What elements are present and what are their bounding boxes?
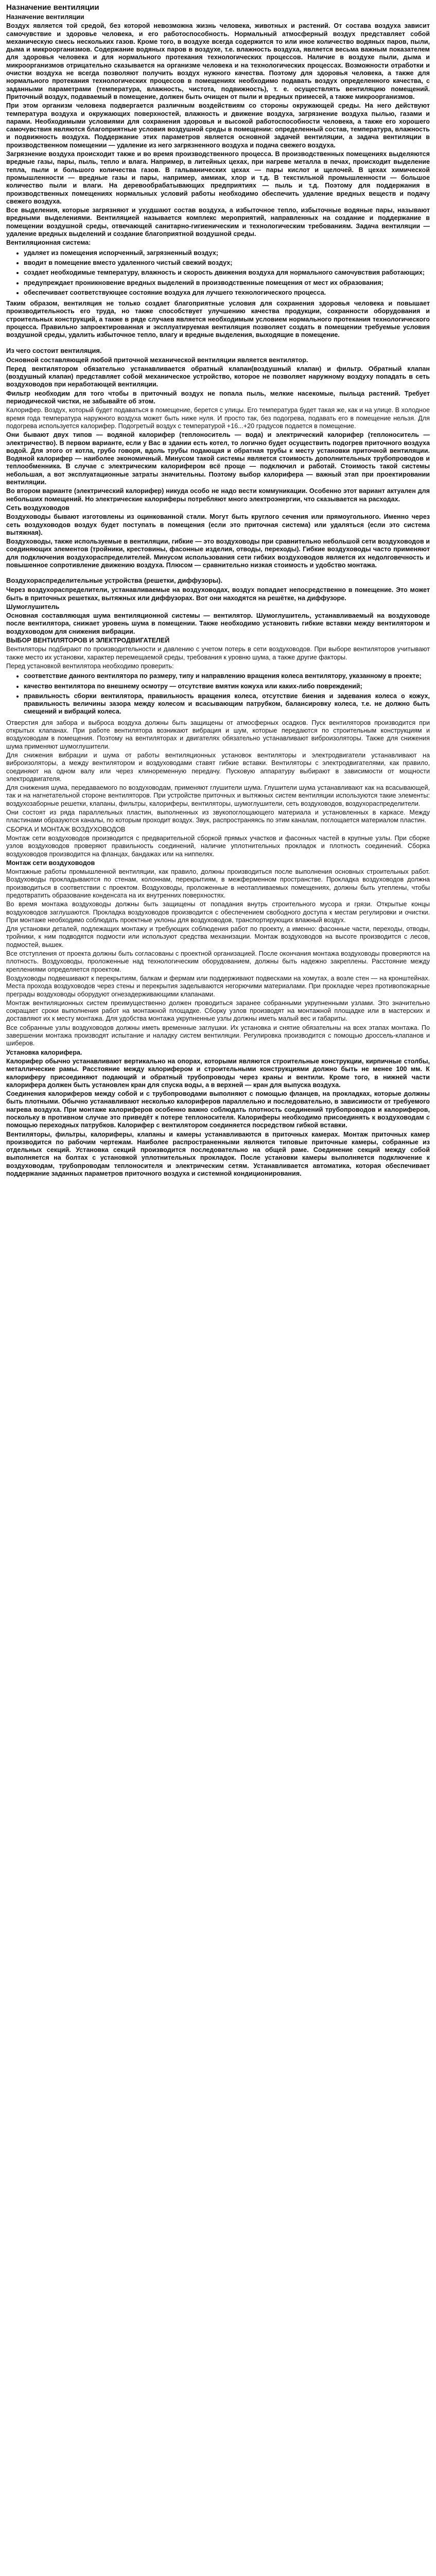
paragraph: Воздуховоды, также используемые в вентиляции, гибкие — это воздуховоды при сравнительно небольшой сети воздуховодов и соединяющих элементов (тройники, крестовины, фасонные изделия, отводы, переходы). Гибкие воздуховоды часто применяют для подключения воздухораспределителей. Минусом использования сети гибких воздуховодов является их недолговечность и повышенное сопротивление движению воздуха. Плюсом — сравнительно низкая стоимость и удобство монтажа. (6, 538, 430, 569)
paragraph: Вентиляционная система: (6, 239, 91, 247)
paragraph: Перед установкой вентилятора необходимо проверить: (6, 662, 174, 670)
paragraph: Вентиляторы подбирают по производительности и давлению с учетом потерь в сети воздуховодов. При выборе вентиляторов учитывают также место их установки, характер перемещаемой среды, требования к уровню шума, а также другие факторы. (6, 646, 430, 661)
paragraph: Шумоглушитель (6, 603, 60, 611)
paragraph: Основная составляющая шума вентиляционной системы — вентилятор. Шумоглушитель, устанавливаемый на воздуховоде после вентилятора, снижает уровень шума в помещении. Также необходимо установить гибкие вставки между вентилятором и воздуховодом для снижения вибрации. (6, 612, 430, 635)
paragraph: Калорифер. Воздух, который будет подаваться в помещение, берется с улицы. Его температура будет такая же, как и на улице. В холодное время года температура наружного воздуха может быть ниже нуля. И просто так, без подогрева, подавать его в помещение нельзя. Для подогрева используется калорифер. Подогретый воздух с температурой +16...+20 градусов подается в помещение. (6, 406, 430, 430)
bullet-list (6, 249, 430, 297)
paragraph: Калорифер обычно устанавливают вертикально на опорах, которыми являются строительные конструкции, кирпичные столбы, металлические рамы. Расстояние между калорифером и строительными конструкциями должно быть не менее 100 мм. К калориферу присоединяют подающий и обратный трубопроводы через краны и вентили. Кроме того, в нижней части калорифера должен быть установлен кран для спуска воды, а в верхней — кран для выпуска воздуха. (6, 1057, 430, 1089)
list-item: • создает необходимые температуру, влажность и скорость движения воздуха для нормального самочувствия работающих; (24, 269, 430, 277)
paragraph: Монтаж сети воздуховодов (6, 859, 95, 867)
paragraph: При этом организм человека подвергается различным воздействиям со стороны окружающей среды. На него действуют температура воздуха и окружающих поверхностей, влажность и движение воздуха, загрязнение воздуха пылью, газами и парами. Необходимыми условиями для сохранения здоровья и высокой работоспособности человека, а также его хорошего самочувствия являются благоприятные условия воздушной среды в помещении: определенный состав, температура, влажность и подвижность воздуха. Поддержание этих параметров является основной задачей вентиляции, а задача вентиляции в производственном помещении — удаление из него загрязненного воздуха и подача свежего воздуха. (6, 102, 430, 149)
paragraph: Все выделения, которые загрязняют и ухудшают состав воздуха, а избыточное тепло, избыточные водяные пары, называют вредными выделениями. Вентиляцией называется комплекс мероприятий, направленных на создание и поддержание в помещении воздушной среды, отвечающей санитарно-гигиеническим и технологическим требованиям. Задача вентиляции — удаление вредных выделений и создание благоприятной воздушной среды. (6, 207, 430, 238)
paragraph: Монтажные работы промышленной вентиляции, как правило, должны производиться после выполнения основных строительных работ. Воздуховоды прокладываются по стенам, колоннам, перекрытиям, в межферменном пространстве. Прокладка воздуховодов должна производиться в соответствии с проектом. Воздуховоды, проложенные в неотапливаемых помещениях, должны быть утеплены, чтобы предотвратить образование конденсата на их внутренних поверхностях. (6, 868, 430, 899)
paragraph: Перед вентилятором обязательно устанавливается обратный клапан(воздушный клапан) и фильтр. Обратный клапан (воздушный клапан) представляет собой механическое устройство, которое не позволяет наружному воздуху попадать в сеть воздуховодов при неработающей вентиляции. (6, 365, 430, 388)
article-section (6, 347, 430, 570)
paragraph: Для снижения шума, передаваемого по воздуховодам, применяют глушители шума. Глушители шума устанавливают как на всасывающей, так и на нагнетательной стороне вентиляторов. При устройстве приточных и вытяжных систем вентиляции используются такие элементы: воздухозаборные решетки, клапаны, фильтры, калориферы, вентиляторы, шумоглушители, сеть воздуховодов, воздухораспределители. (6, 784, 430, 807)
paragraph: Монтаж сети воздуховодов производится с предварительной сборкой прямых участков и фасонных частей в крупные узлы. При сборке узлов воздуховодов проверяют правильность соединений, наличие уплотнительных прокладок и плотность соединений. Сборка воздуховодов производится на фланцах, бандажах или на ниппелях. (6, 834, 430, 858)
paragraph: Назначение вентиляции (6, 13, 84, 21)
list-item: • соответствие данного вентилятора по размеру, типу и направлению вращения колеса вентилятору, указанному в проекте; (24, 672, 430, 680)
paragraph: Воздуховоды бывают изготовлены из оцинкованной стали. Могут быть круглого сечения или прямоугольного. Именно через сеть воздуховодов воздух будет поступать в помещения (если это приточная система) или удаляться (если это система вытяжная). (6, 513, 430, 536)
paragraph: Установка калорифера. (6, 1048, 82, 1056)
paragraph: Фильтр необходим для того чтобы в приточный воздух не попала пыль, мелкие насекомые, пыльца растений. Требует периодической чистки, не забывайте об этом. (6, 389, 430, 405)
paragraph: Соединения калориферов между собой и с трубопроводами выполняют с помощью фланцев, на прокладках, которые должны быть плотными. Обычно устанавливают несколько калориферов параллельно и последовательно, в зависимости от требуемого нагрева воздуха. При монтаже калориферов особенно важно соблюдать плотность соединений трубопроводов и калориферов, поскольку в противном случае это приведёт к потере теплоносителя. Калориферы необходимо присоединять к воздуховодам с помощью переходных патрубков. Калорифер с вентилятором соединяется посредством гибкой вставки. (6, 1090, 430, 1129)
paragraph: Все отступления от проекта должны быть согласованы с проектной организацией. После окончания монтажа воздуховоды проверяются на плотность. Воздуховоды, проложенные над технологическим оборудованием, должны быть надежно закреплены. Расстояние между креплениями определяется проектом. (6, 950, 430, 973)
paragraph: Основной составляющей любой приточной механической вентиляции является вентилятор. (6, 356, 308, 364)
paragraph: Через воздухораспределители, устанавливаемые на воздуховодах, воздух попадает непосредственно в помещение. Это может быть в приточных решетках, вытяжных или диффузорах. Вот они находятся на решётке, на диффузоре. (6, 586, 430, 602)
paragraph: Воздух является той средой, без которой невозможна жизнь человека, животных и растений. От состава воздуха зависит самочувствие и здоровье человека, и его работоспособность. Нормальный атмосферный воздух представляет собой механическую смесь нескольких газов. Кроме того, в воздухе всегда содержится то или иное количество водяных паров, пыли, дыма и микроорганизмов. Содержание водяных паров в воздухе, т.е. влажность воздуха, является весьма важным показателем для здоровья человека и для нормального протекания технологических процессов. Наличие в воздухе пыли, дыма и микроорганизмов отрицательно сказывается на организме человека и на технологических процессах. Возможности отработки и очистки воздуха не всегда позволяют получить воздух нужного качества. Поэтому для здоровья человека, а также для нормального протекания технологических процессов в помещениях необходимо подавать воздух определенного качества, с заданными параметрами (температура, влажность, чистота, подвижность), т. е. осуществлять вентиляцию помещений. Приточный воздух, подаваемый в помещение, должен быть очищен от пыли и вредных примесей, а также микроорганизмов. (6, 22, 430, 100)
list-item: • обеспечивает соответствующее состояние воздуха для лучшего технологического процесса. (24, 289, 430, 297)
article-content (6, 13, 430, 1178)
article-section (6, 577, 430, 1178)
section-heading: Воздухораспределительные устройства (решетки, диффузоры). (6, 577, 223, 585)
article-page (0, 0, 436, 1190)
list-item: • удаляет из помещения испорченный, загрязненный воздух; (24, 249, 430, 257)
paragraph: Для установки деталей, подлежащих монтажу и требующих соблюдения работ по проекту, а именно: фасонные части, переходы, отводы, тройники, к ним подводятся подмости или используют средства механизации. Монтаж воздуховодов на высоте производится с лесов, подмостей, вышек. (6, 925, 430, 948)
paragraph: Они бывают двух типов — водяной калорифер (теплоноситель — вода) и электрический калорифер (теплоноситель — электричество). В первом варианте, если у Вас в здании есть котел, то логично будет осуществить подогрев приточного воздуха водой. Для этого от котла, грубо говоря, вдоль трубы подающая и обратная трубы к месту установки приточной вентиляции. Водяной калорифер — наиболее экономичный. Минусом такой системы является стоимость дополнительных трубопроводов и теплообменника. В случае с электрическим калорифером всё проще — подключил и работай. Стоимость такой системы небольшая, а вот эксплуатационные затраты значительны. Поэтому выбор калорифера — важный этап при проектировании вентиляции. (6, 431, 430, 486)
article-section (6, 13, 430, 340)
list-item: • качество вентилятора по внешнему осмотру — отсутствие вмятин кожуха или каких-либо повреждений; (24, 683, 430, 690)
paragraph: Сеть воздуховодов (6, 504, 69, 512)
page-title: Назначение вентиляции (6, 3, 99, 12)
list-item: • правильность сборки вентилятора, правильность вращения колеса, отсутствие биения и задевания колеса о кожух, правильность величины зазора между колесом и всасывающим патрубком, балансировку колеса, т.е. не должно быть смещений и вибраций колеса. (24, 692, 430, 716)
paragraph: Все собранные узлы воздуховодов должны иметь временные заглушки. Их установка и снятие обязательны на всех этапах монтажа. По завершении монтажа производят испытание и наладку систем вентиляции. Регулировка производится с помощью дроссель-клапанов и шиберов. (6, 1024, 430, 1047)
paragraph: Загрязнение воздуха происходит также и во время производственного процесса. В производственных помещениях выделяются вредные газы, пары, пыль, тепло и влага. Например, в литейных цехах, при нагреве металла в печах, происходит выделение тепла, пыли и большого количества газов. В гальванических цехах — пары кислот и щелочей. В цехах химической промышленности — вредные газы и пары, например, аммиак, хлор и т.д. В текстильной промышленности — большое количество пыли и влаги. На деревообрабатывающих предприятиях — пыль и т.д. Поэтому для поддержания в производственных помещениях нормальных условий работы необходимо обеспечить удаление вредных веществ и подачу свежего воздуха. (6, 150, 430, 205)
paragraph: Воздуховоды подвешивают к перекрытиям, балкам и фермам или поддерживают подвесками на хомутах, а возле стен — на кронштейнах. Места прохода воздуховодов через стены и перекрытия заделываются негорючими материалами. При прокладке через противопожарные преграды воздуховоды оборудуют огнезадерживающими клапанами. (6, 974, 430, 998)
paragraph: Монтаж вентиляционных систем преимущественно должен проводиться заранее собранными укрупненными узлами. Это значительно сокращает сроки выполнения работ на монтажной площадке. Сборку узлов производят на монтажной площадке или в мастерских и доставляют их к месту монтажа. Для удобства монтажа укрупненные узлы должны иметь малый вес и габариты. (6, 999, 430, 1023)
paragraph: Отверстия для забора и выброса воздуха должны быть защищены от атмосферных осадков. Пуск вентиляторов производится при открытых клапанах. При работе вентилятора возникают вибрация и шум, которые передаются по строительным конструкциям и воздуховодам в помещения. Поэтому на вентиляторах и двигателях обязательно устанавливают виброизоляторы. Также для снижения шума применяют шумоглушители. (6, 719, 430, 750)
paragraph: Вентиляторы, фильтры, калориферы, клапаны и камеры устанавливаются в приточных камерах. Монтаж приточных камер производится по рабочим чертежам. Наиболее распространенными являются типовые приточные камеры, собранные из отдельных секций. Установка секций производится последовательно на общей раме. Соединение секций между собой выполняется на болтах с установкой уплотнительных прокладок. После установки камеры выполняется подключение к воздуховодам, трубопроводам теплоносителя и электрическим сетям. Устанавливается автоматика, которая обеспечивает поддержание заданных параметров приточного воздуха и системной кондиционирования. (6, 1130, 430, 1178)
paragraph: Для снижения вибрации и шума от работы вентиляционных установок вентиляторы и электродвигатели устанавливают на виброизоляторы, а между вентилятором и воздуховодами ставят гибкие вставки. Вентиляторы с электродвигателями, как правило, соединяют на одном валу или через клиноременную передачу. Пусковую аппаратуру выбирают в зависимости от мощности электродвигателя. (6, 751, 430, 783)
paragraph: ВЫБОР ВЕНТИЛЯТОРОВ И ЭЛЕКТРОДВИГАТЕЛЕЙ (6, 637, 170, 645)
paragraph: Во втором варианте (электрический калорифер) никуда особо не надо вести коммуникации. Особенно этот вариант актуален для небольших помещений. Но электрические калориферы потребляют много электроэнергии, что сказывается на расходах. (6, 487, 430, 503)
paragraph: Они состоят из ряда параллельных пластин, выполненных из звукопоглощающего материала и установленных в каркасе. Между пластинами образуются каналы, по которым проходит воздух. Звук, распространяясь по этим каналам, поглощается материалом пластин. (6, 809, 430, 824)
list-item: • вводит в помещение вместо удаленного чистый свежий воздух; (24, 259, 430, 267)
paragraph: Во время монтажа воздуховоды должны быть защищены от попадания внутрь строительного мусора и грязи. Открытые концы воздуховодов заглушаются. Прокладка воздуховодов производится с обеспечением свободного доступа к местам регулировки и очистки. При монтаже необходимо соблюдать проектные уклоны для воздуховодов, транспортирующих влажный воздух. (6, 901, 430, 924)
paragraph: Таким образом, вентиляция не только создает благоприятные условия для сохранения здоровья человека и повышает производительность его труда, но также способствует улучшению качества продукции, сохранности оборудования и строительных конструкций, а также в ряде случаев является необходимым условием нормального протекания технологического процесса. Правильно запроектированная и эксплуатируемая вентиляция позволяет создать в помещении требуемые условия воздушной среды, удалить избыточное тепло, влагу и вредные выделения, выходящие в помещение. (6, 300, 430, 339)
list-item: • предупреждает проникновение вредных выделений в производственные помещения от мест их образования; (24, 279, 430, 287)
paragraph: СБОРКА И МОНТАЖ ВОЗДУХОВОДОВ (6, 825, 126, 833)
bullet-list (6, 672, 430, 716)
section-heading: Из чего состоит вентиляция. (6, 346, 102, 354)
